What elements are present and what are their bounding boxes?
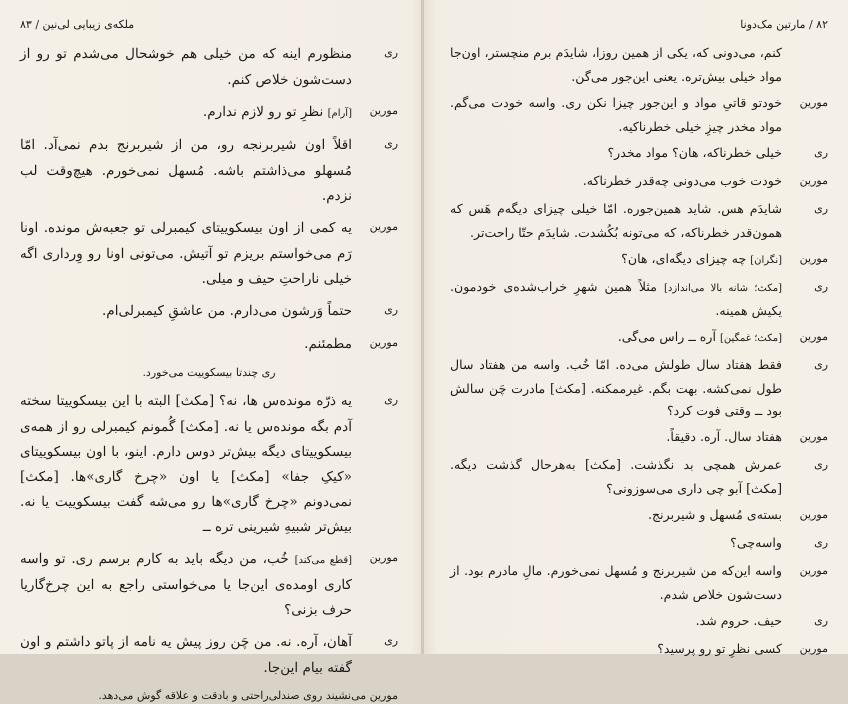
dialogue-text (20, 100, 352, 126)
speaker-name: ری (814, 202, 828, 215)
speaker-name: مورین (369, 220, 398, 233)
dialogue-entry (450, 426, 828, 450)
dialogue-text (450, 532, 782, 556)
speaker-name: ری (814, 358, 828, 371)
dialogue-entry (450, 560, 828, 606)
line-text: واسه‌چی؟ (730, 535, 782, 550)
speaker-name: ری (814, 536, 828, 549)
dialogue-entry (20, 299, 398, 325)
speaker-name: مورین (799, 430, 828, 443)
dialogue-entry (450, 638, 828, 662)
speaker-name: ری (384, 46, 398, 59)
dialogue-text (20, 299, 352, 325)
dialogue-entry (20, 547, 398, 623)
line-text: خودتو قاتیِ مواد و این‌جور چیزا نکن ری. واسه خودت می‌گم. مواد مخدر چیزِ خیلی خطرناکیه. (450, 95, 782, 134)
speaker-name: مورین (369, 336, 398, 349)
speaker-name (782, 42, 828, 46)
dialogue-text (450, 142, 782, 166)
dialogue-entry (450, 504, 828, 528)
line-text: حتماً وَرشون می‌دارم. من عاشقِ کیمبرلی‌ام. (101, 303, 352, 319)
speaker-name: ری (384, 393, 398, 406)
speaker-name: مورین (369, 104, 398, 117)
speaker-name: ری (384, 137, 398, 150)
speaker-name: ری (814, 280, 828, 293)
dialogue-block (450, 42, 828, 662)
line-text: کسی نظرِ تو رو پرسید؟ (657, 641, 782, 656)
right-page (424, 0, 848, 654)
dialogue-entry (450, 354, 828, 422)
speaker-name: ری (384, 303, 398, 316)
line-text: واسه این‌که من شیربرنج و مُسهل نمی‌خورم. مالِ مادرم بود. از دست‌شون خلاص شدم. (450, 563, 782, 602)
dialogue-entry (450, 276, 828, 322)
dialogue-text (450, 426, 782, 450)
stage-direction-inline: [قطع می‌کند] (294, 555, 353, 566)
dialogue-text (20, 216, 352, 292)
dialogue-entry (450, 170, 828, 194)
line-text: آهان، آره. نه. من چَن روز پیش یه نامه از پاتو داشتم و اون گفته بیام این‌جا. (20, 634, 352, 676)
dialogue-text (20, 630, 352, 681)
speaker-name: مورین (799, 252, 828, 265)
dialogue-entry (450, 198, 828, 244)
line-text: شایدَم هس. شاید همین‌جوره. امّا خیلی چیزای دیگه‌م هَس که همون‌قدر خطرناکه، که می‌تونه بُکُشدت. شایدَم حتّا راحت‌تر. (450, 201, 782, 240)
dialogue-block (20, 42, 398, 358)
line-text: خودت خوب می‌دونی چه‌قدر خطرناکه. (582, 173, 782, 188)
dialogue-entry (20, 42, 398, 93)
left-page (0, 0, 424, 702)
line-text: عمرش همچی بد نگذشت. [مکث] به‌هرحال گذشت دیگه. [مکث] آبو چی داری می‌سوزونی؟ (450, 457, 782, 496)
dialogue-text (450, 92, 782, 138)
line-text: فقط هفتاد سال طولش می‌ده. امّا خُب. واسه من هفتاد سال طول نمی‌کشه. بهت بگم. غیرممکنه. [مکث] مادرت چَن سالش بود ــ وقتی فوت کرد؟ (450, 357, 782, 418)
speaker-name: مورین (799, 642, 828, 655)
stage-direction-inline: [نگران] (750, 255, 782, 266)
dialogue-text (450, 610, 782, 634)
dialogue-text (450, 354, 782, 422)
dialogue-text (20, 332, 352, 358)
speaker-name: ری (814, 146, 828, 159)
dialogue-text (450, 326, 782, 350)
speaker-name: مورین (799, 564, 828, 577)
line-text: بسته‌ی مُسهل و شیربرنج. (648, 507, 782, 522)
line-text: منظورم اینه که من خیلی هم خوشحال می‌شدم تو رو از دست‌شون خلاص کنم. (20, 46, 352, 88)
speaker-name: مورین (799, 96, 828, 109)
line-text: یه ذرّه مونده‌س ها، نه؟ [مکث] البته با این بیسکوییتا سخته آدم بگه مونده‌س یا نه. [مکث] گُمونم کیمبرلی رو از همه‌ی بیسکوییتای دیگه بیش‌تر دوس دارم. اینو، با اون بیسکوییتای «کیکِ جفا» [مکث] یا اون «چرخ گاری»ها. [مکث] نمی‌دونم «چرخ گاری»ها رو می‌شه گفت بیسکوییت یا نه. بیش‌تر شبیهِ شیرینی تره ــ (20, 393, 352, 535)
page-header: ملکه‌ی زیبایی لی‌نین / ۸۳ (20, 18, 135, 31)
dialogue-text (450, 198, 782, 244)
dialogue-text (450, 170, 782, 194)
dialogue-text (450, 42, 782, 88)
line-text: حیف. حروم شد. (695, 613, 782, 628)
dialogue-entry (450, 610, 828, 634)
line-text: هفتاد سال. آره. دقیقاً. (666, 429, 782, 444)
dialogue-entry (20, 630, 398, 681)
dialogue-text (20, 42, 352, 93)
stage-direction-inline: [مکث؛ شانه بالا می‌اندازد] (664, 283, 782, 294)
speaker-name: ری (814, 614, 828, 627)
line-text: نظرِ تو رو لازم ندارم. (202, 104, 324, 120)
line-text: مطمئنم. (304, 336, 352, 352)
speaker-name: مورین (799, 174, 828, 187)
dialogue-text (20, 133, 352, 209)
line-text: آره ــ راس می‌گی. (617, 329, 716, 344)
dialogue-entry (20, 216, 398, 292)
speaker-name: ری (814, 458, 828, 471)
speaker-name: مورین (799, 508, 828, 521)
line-text: اقلاً اون شیربرنجه رو، من از شیربرنج بدم نمی‌آد. امّا مُسهلو می‌ذاشتم باشه. مُسهل نمی‌خورم. هیچ‌وقت لب نزدم. (20, 137, 352, 204)
line-text: مثلاً همین شهرِ خراب‌شده‌ی خودمون. یکیش همینه. (450, 279, 782, 318)
dialogue-text (20, 389, 352, 540)
dialogue-entry (20, 100, 398, 126)
stage-direction: ری چندتا بیسکوییت می‌خورد. (142, 366, 276, 379)
dialogue-text (450, 248, 782, 272)
dialogue-entry (450, 42, 828, 88)
closing-stage-direction: مورین می‌نشیند روی صندلی‌راحتی و با‌دقت و علاقه گوش می‌دهد. (98, 689, 398, 702)
speaker-name: مورین (369, 551, 398, 564)
dialogue-entry (450, 92, 828, 138)
line-text: چه چیزای دیگه‌ای، هان؟ (621, 251, 747, 266)
dialogue-entry (450, 142, 828, 166)
dialogue-entry (20, 133, 398, 209)
dialogue-entry (450, 248, 828, 272)
dialogue-entry (450, 326, 828, 350)
dialogue-text (450, 560, 782, 606)
line-text: خیلی خطرناکه، هان؟ مواد مخدر؟ (607, 145, 782, 160)
dialogue-block (20, 389, 398, 681)
dialogue-text (450, 504, 782, 528)
line-text: کنم، می‌دونی که، یکی از همین روزا، شایدَم برم منچستر، اون‌جا مواد خیلی بیش‌تره. یعنی این‌جور می‌گن. (450, 45, 782, 84)
dialogue-text (20, 547, 352, 623)
dialogue-text (450, 276, 782, 322)
stage-direction-inline: [مکث؛ غمگین] (719, 333, 782, 344)
dialogue-entry (450, 532, 828, 556)
speaker-name: ری (384, 634, 398, 647)
dialogue-entry (450, 454, 828, 500)
dialogue-entry (20, 389, 398, 540)
speaker-name: مورین (799, 330, 828, 343)
page-header: ۸۲ / مارتین مک‌دونا (740, 18, 828, 31)
dialogue-text (450, 454, 782, 500)
line-text: یه کمی از اون بیسکوییتای کیمبرلی تو جعبه‌ش مونده. اونا رَم می‌خواستم بریزم تو آتیش. می‌تونی اونا رو وِرداری اگه خیلی ناراحتِ حیف و میلی. (20, 220, 352, 287)
dialogue-text (450, 638, 782, 662)
line-text: خُب، من دیگه باید به کارم برسم ری. تو واسه کاری اومده‌ی این‌جا یا می‌خواستی راجع به این چرخ‌گاریا حرف بزنی؟ (20, 551, 352, 618)
dialogue-entry (20, 332, 398, 358)
stage-direction-inline: [آرام] (327, 108, 352, 119)
